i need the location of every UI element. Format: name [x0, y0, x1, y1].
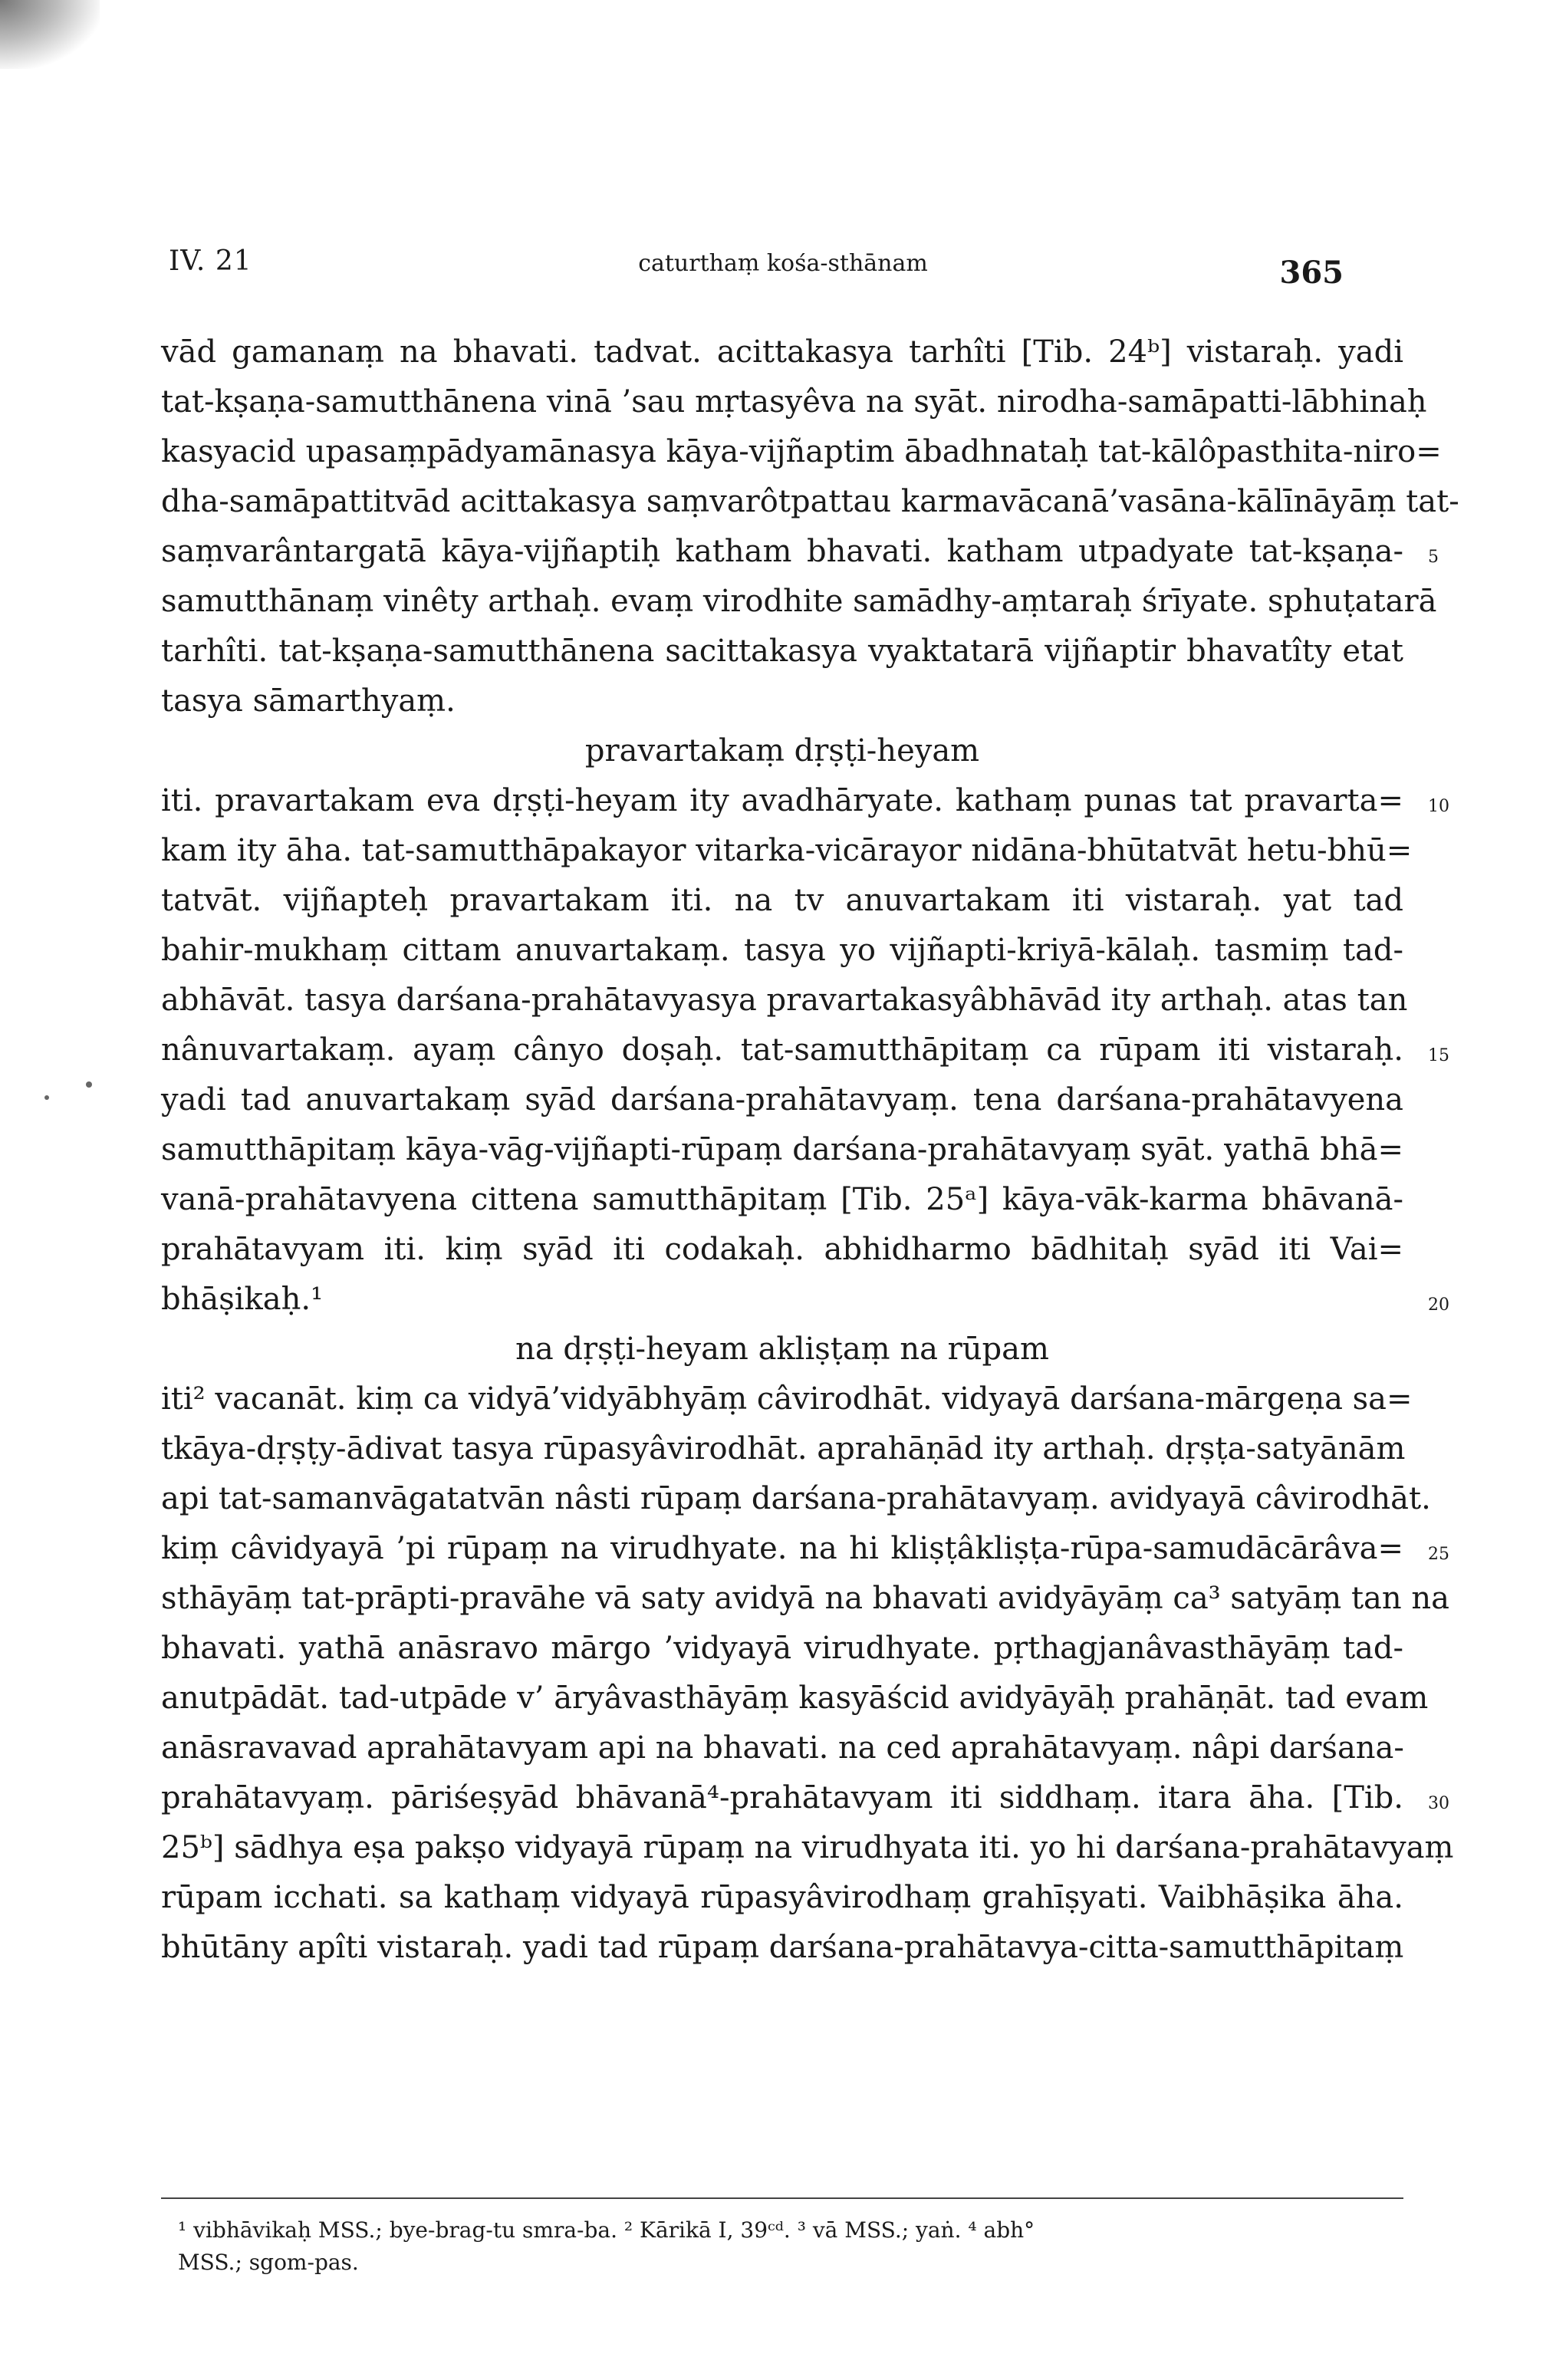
verse-line: pravartakaṃ dṛṣṭi-heyam: [584, 733, 980, 769]
scan-smudge: [0, 0, 100, 69]
footnote-line: ¹ vibhāvikaḥ MSS.; bye-brag-tu smra-ba. ² Kārikā I, 39ᶜᵈ. ³ vā MSS.; yaṅ. ⁴ abh°: [178, 2217, 1035, 2243]
text-line: vanā-prahātavyena cittena samutthāpitaṃ [Tib. 25ᵃ] kāya-vāk-karma bhāvanā-: [161, 1182, 1403, 1217]
footnote-line: MSS.; sgom-pas.: [178, 2250, 359, 2275]
text-line: yadi tad anuvartakaṃ syād darśana-prahātavyaṃ. tena darśana-prahātavyena: [161, 1082, 1403, 1118]
text-line: prahātavyam iti. kiṃ syād iti codakaḥ. abhidharmo bādhitaḥ syād iti Vai=: [161, 1232, 1403, 1267]
text-line: prahātavyaṃ. pāriśeṣyād bhāvanā⁴-prahātavyam iti siddhaṃ. itara āha. [Tib.: [161, 1780, 1403, 1815]
page-number: 365: [1279, 255, 1344, 291]
text-line: bahir-mukhaṃ cittam anuvartakaṃ. tasya yo vijñapti-kriyā-kālaḥ. tasmiṃ tad-: [161, 933, 1403, 968]
text-line: tatvāt. vijñapteḥ pravartakam iti. na tv anuvartakam iti vistaraḥ. yat tad: [161, 883, 1403, 918]
scan-speck: [86, 1081, 92, 1088]
text-line: tasya sāmarthyaṃ.: [161, 683, 456, 719]
text-line: kiṃ câvidyayā ’pi rūpaṃ na virudhyate. na hi kliṣṭâkliṣṭa-rūpa-samudācārâva=: [161, 1531, 1403, 1566]
text-line: iti² vacanāt. kiṃ ca vidyā’vidyābhyāṃ câvirodhāt. vidyayā darśana-mārgeṇa sa=: [161, 1381, 1413, 1417]
line-number: 20: [1428, 1295, 1449, 1315]
text-line: iti. pravartakam eva dṛṣṭi-heyam ity avadhāryate. kathaṃ punas tat pravarta=: [161, 783, 1403, 818]
text-line: vād gamanaṃ na bhavati. tadvat. acittakasya tarhîti [Tib. 24ᵇ] vistaraḥ. yadi: [161, 334, 1403, 370]
line-number: 25: [1428, 1545, 1449, 1564]
running-head: [161, 245, 1405, 299]
verse-line: na dṛṣṭi-heyam akliṣṭaṃ na rūpam: [515, 1332, 1049, 1367]
text-line: tkāya-dṛṣṭy-ādivat tasya rūpasyâvirodhāt. aprahāṇād ity arthaḥ. dṛṣṭa-satyānām: [161, 1431, 1406, 1467]
text-line: 25ᵇ] sādhya eṣa pakṣo vidyayā rūpaṃ na virudhyata iti. yo hi darśana-prahātavyaṃ: [161, 1830, 1454, 1865]
text-line: samutthāpitaṃ kāya-vāg-vijñapti-rūpaṃ darśana-prahātavyaṃ syāt. yathā bhā=: [161, 1132, 1403, 1167]
text-line: saṃvarântargatā kāya-vijñaptiḥ katham bhavati. katham utpadyate tat-kṣaṇa-: [161, 534, 1403, 569]
text-line: bhūtāny apîti vistaraḥ. yadi tad rūpaṃ darśana-prahātavya-citta-samutthāpitaṃ: [161, 1930, 1404, 1965]
text-line: sthāyāṃ tat-prāpti-pravāhe vā saty avidyā na bhavati avidyāyāṃ ca³ satyāṃ tan na: [161, 1581, 1449, 1616]
line-number: 30: [1428, 1794, 1449, 1813]
text-line: tat-kṣaṇa-samutthānena vinā ’sau mṛtasyêva na syāt. nirodha-samāpatti-lābhinaḥ: [161, 384, 1427, 420]
text-line: rūpam icchati. sa kathaṃ vidyayā rūpasyâvirodhaṃ grahīṣyati. Vaibhāṣika āha.: [161, 1880, 1403, 1915]
text-line: abhāvāt. tasya darśana-prahātavyasya pravartakasyâbhāvād ity arthaḥ. atas tan: [161, 983, 1408, 1018]
scan-speck: [44, 1095, 49, 1100]
chapter-label: IV. 21: [169, 245, 252, 277]
text-line: anutpādāt. tad-utpāde v’ āryâvasthāyāṃ kasyāścid avidyāyāḥ prahāṇāt. tad evam: [161, 1680, 1429, 1716]
text-line: tarhîti. tat-kṣaṇa-samutthānena sacittakasya vyaktatarā vijñaptir bhavatîty etat: [161, 634, 1403, 669]
text-line: kam ity āha. tat-samutthāpakayor vitarka-vicārayor nidāna-bhūtatvāt hetu-bhū=: [161, 833, 1413, 868]
text-line: anāsravavad aprahātavyam api na bhavati. na ced aprahātavyaṃ. nâpi darśana-: [161, 1730, 1404, 1766]
text-line: kasyacid upasaṃpādyamānasya kāya-vijñaptim ābadhnataḥ tat-kālôpasthita-niro=: [161, 434, 1442, 469]
line-number: 10: [1428, 797, 1449, 816]
line-number: 15: [1428, 1046, 1449, 1065]
line-number: 5: [1428, 548, 1439, 567]
running-title: caturthaṃ kośa-sthānam: [638, 250, 928, 277]
text-line: samutthānaṃ vinêty arthaḥ. evaṃ virodhite samādhy-aṃtaraḥ śrīyate. sphuṭatarā: [161, 584, 1437, 619]
footnote-rule: [161, 2197, 1403, 2199]
text-line: dha-samāpattitvād acittakasya saṃvarôtpattau karmavācanā’vasāna-kālīnāyāṃ tat-: [161, 484, 1459, 519]
text-line: bhāṣikaḥ.¹: [161, 1282, 324, 1317]
text-line: bhavati. yathā anāsravo mārgo ’vidyayā virudhyate. pṛthagjanâvasthāyāṃ tad-: [161, 1631, 1403, 1666]
text-line: nânuvartakaṃ. ayaṃ cânyo doṣaḥ. tat-samutthāpitaṃ ca rūpam iti vistaraḥ.: [161, 1032, 1403, 1068]
text-line: api tat-samanvāgatatvān nâsti rūpaṃ darśana-prahātavyaṃ. avidyayā câvirodhāt.: [161, 1481, 1431, 1516]
